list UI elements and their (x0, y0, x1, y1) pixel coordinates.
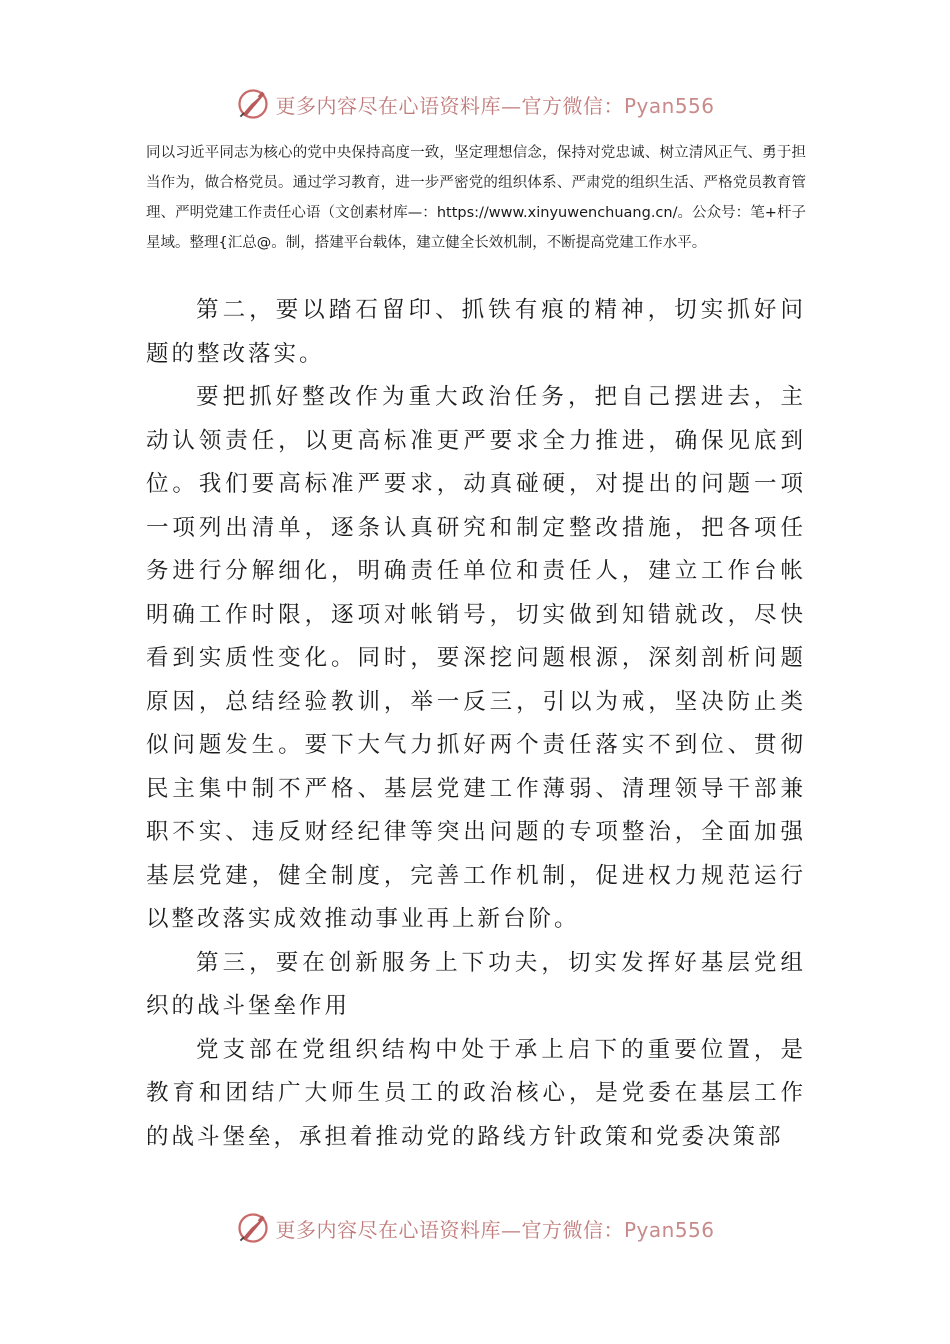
footer-watermark (0, 1206, 950, 1250)
paragraph-4: 第三，要在创新服务上下功夫，切实发挥好基层党组织的战斗堡垒作用 (146, 949, 806, 1019)
intro-paragraph: 同以习近平同志为核心的党中央保持高度一致，坚定理想信念，保持对党忠诚、树立清风正气、勇于担当作为，做合格党员。通过学习教育，进一步严密党的组织体系、严肃党的组织生活、严格党员教育管理、严明党建工作责任心语（文创素材库—：https://www.xinyuwenchuang.cn/。公众号：笔+杆子星域。整理{汇总@。制，搭建平台载体，建立健全长效机制，不断提高党建工作水平。 (146, 145, 806, 251)
header-watermark (0, 82, 950, 126)
watermark-text: 更多内容尽在心语资料库—官方微信：Pyan556 (275, 1217, 715, 1242)
quill-logo-icon (235, 86, 271, 122)
wechat-id: Pyan556 (623, 1217, 715, 1242)
paragraph-2: 第二，要以踏石留印、抓铁有痕的精神，切实抓好问题的整改落实。 (146, 297, 806, 367)
paragraph-3: 要把抓好整改作为重大政治任务，把自己摆进去，主动认领责任，以更高标准更严要求全力推进，确保见底到位。我们要高标准严要求，动真碰硬，对提出的问题一项一项列出清单，逐条认真研究和制定整改措施，把各项任务进行分解细化，明确责任单位和责任人，建立工作台帐明确工作时限，逐项对帐销号，切实做到知错就改，尽快看到实质性变化。同时，要深挖问题根源，深刻剖析问题原因，总结经验教训，举一反三，引以为戒，坚决防止类似问题发生。要下大气力抓好两个责任落实不到位、贯彻民主集中制不严格、基层党建工作薄弱、清理领导干部兼职不实、违反财经纪律等突出问题的专项整治，全面加强基层党建，健全制度，完善工作机制，促进权力规范运行以整改落实成效推动事业再上新台阶。 (146, 384, 806, 932)
body-text (146, 289, 806, 1159)
paragraph-5: 党支部在党组织结构中处于承上启下的重要位置，是教育和团结广大师生员工的政治核心，是党委在基层工作的战斗堡垒，承担着推动党的路线方针政策和党委决策部 (146, 1036, 806, 1150)
quill-logo-icon (235, 1210, 271, 1246)
watermark-text: 更多内容尽在心语资料库—官方微信：Pyan556 (275, 93, 715, 118)
wechat-id: Pyan556 (623, 93, 715, 118)
